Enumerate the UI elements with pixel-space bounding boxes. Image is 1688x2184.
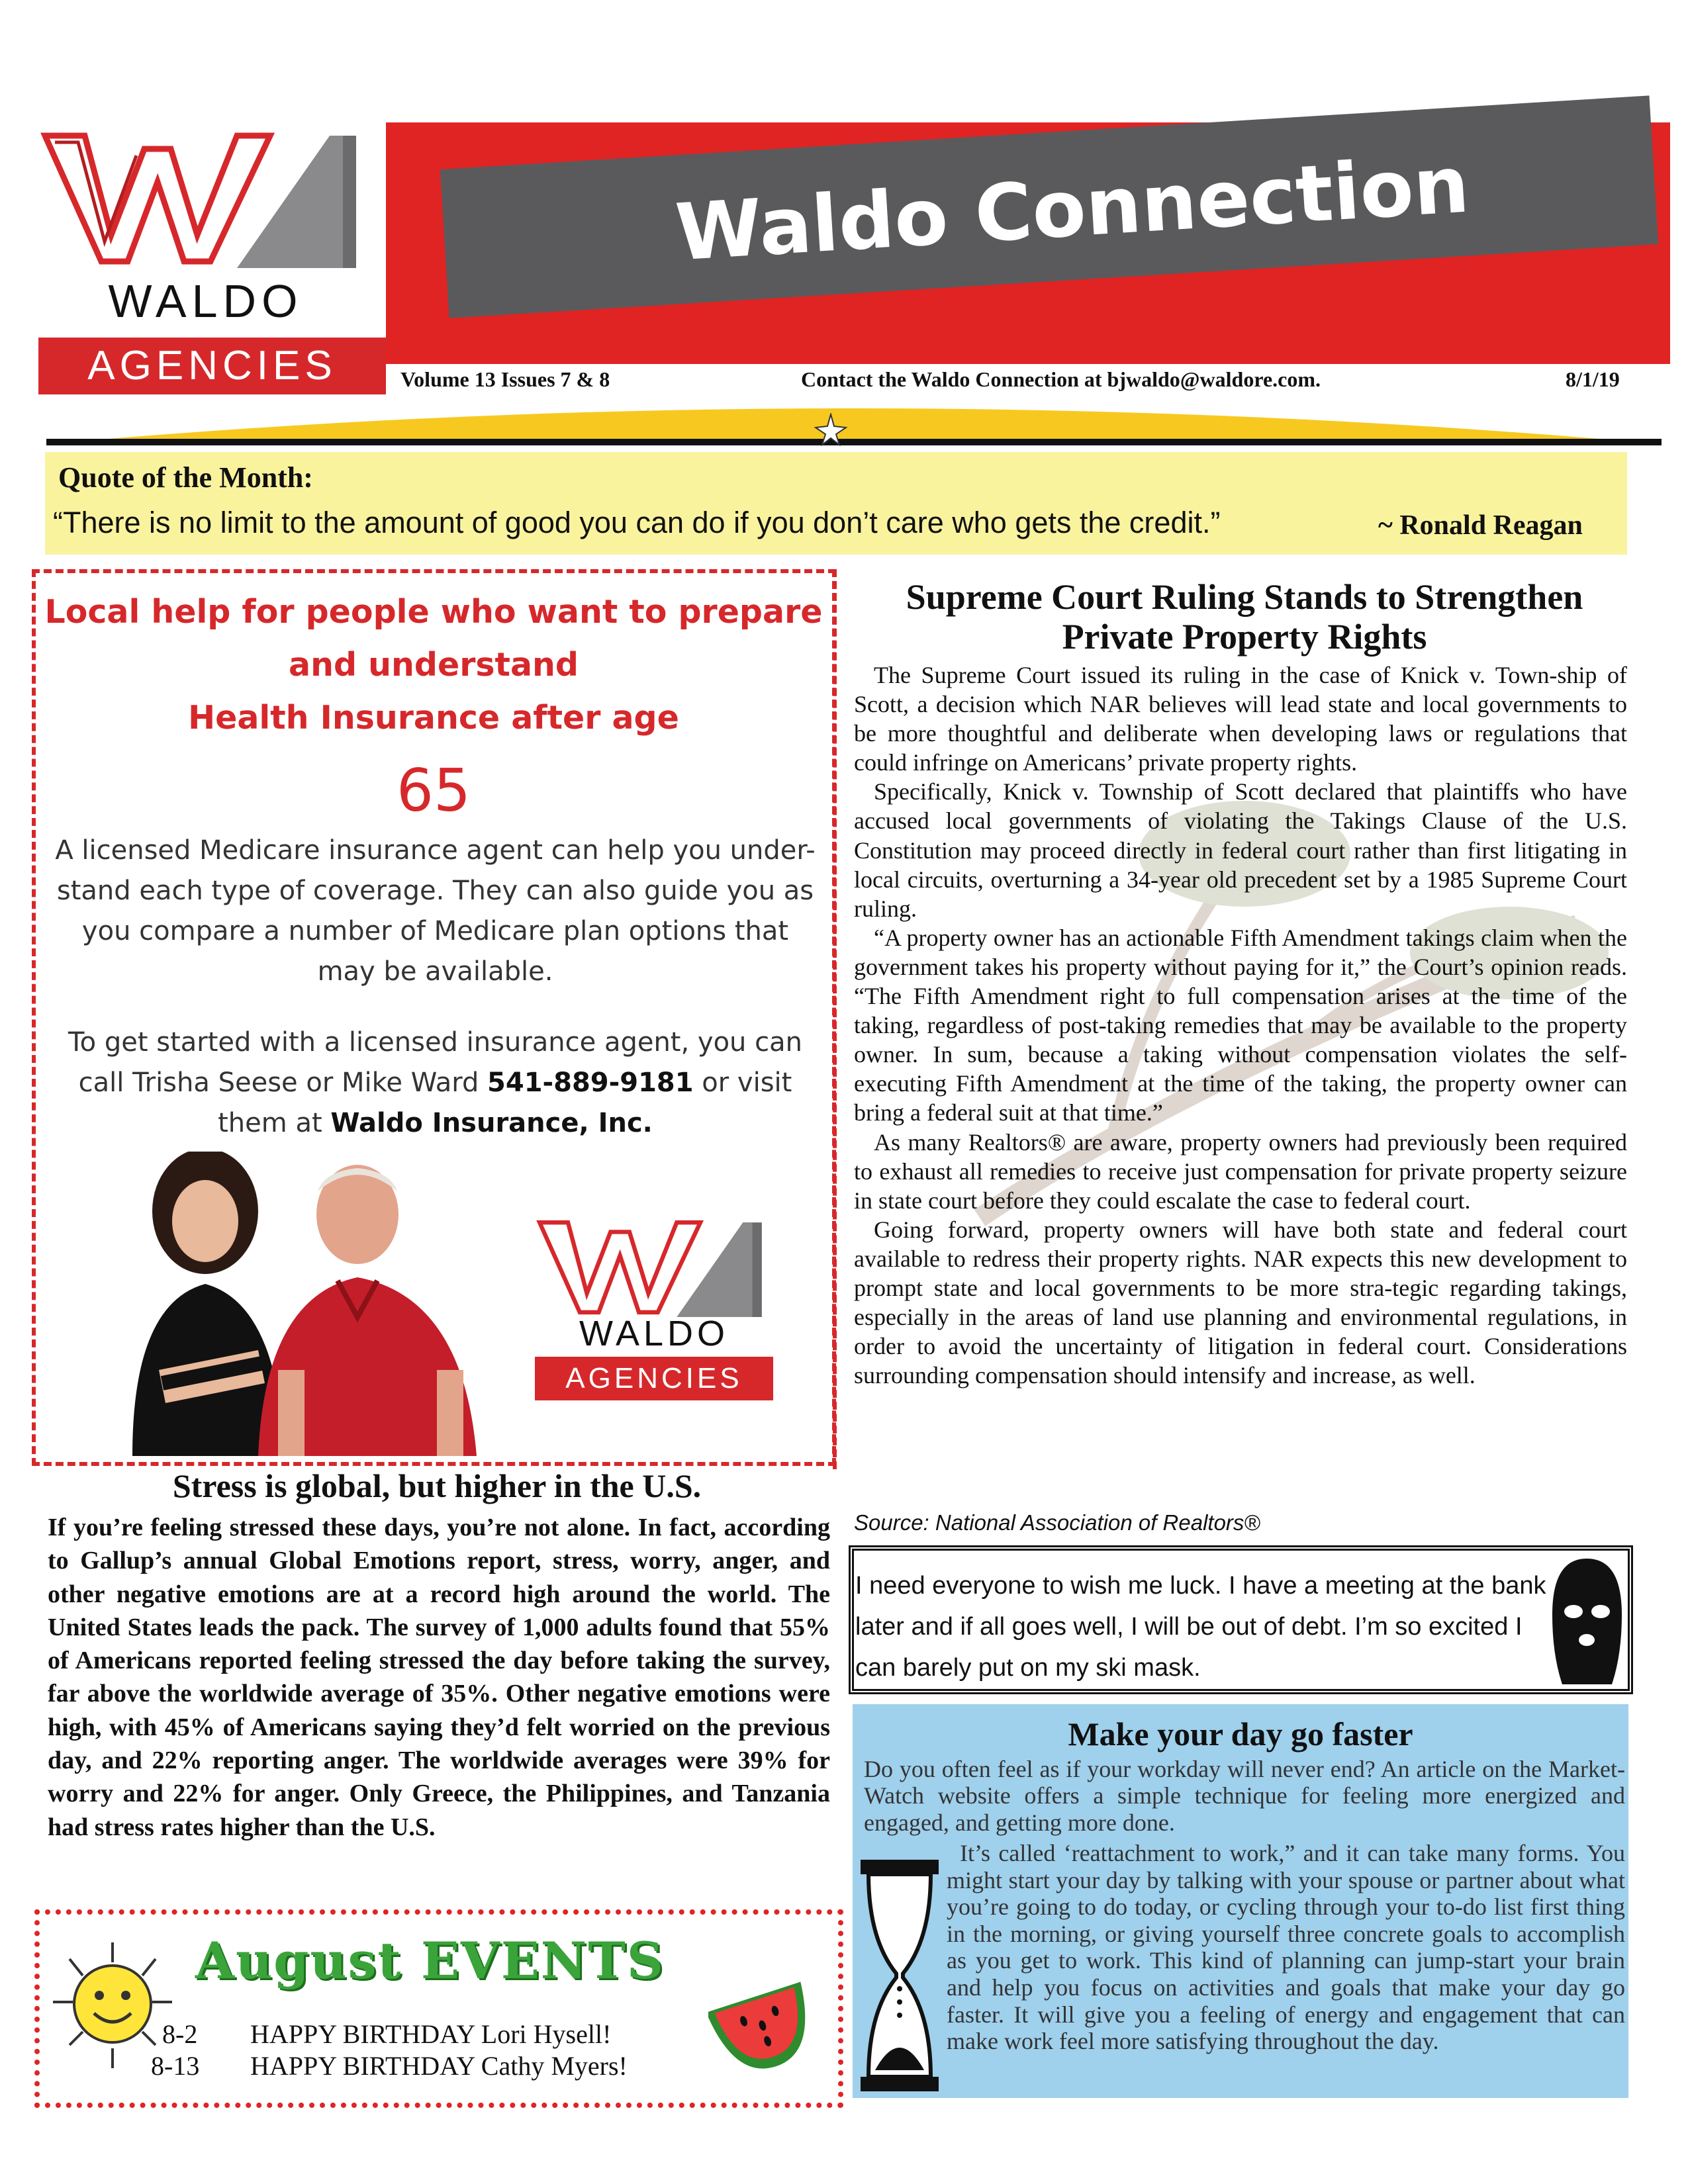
volume-info: Volume 13 Issues 7 & 8	[400, 367, 610, 391]
supreme-court-body	[854, 660, 1627, 1390]
sc-paragraph: “A property owner has an actionable Fifth Amendment takings claim when the government takes his property without paying for it,” the Court’s opinion reads. “The Fifth Amendment right to full compensation arises at the time of the taking, regardless of post-taking remedies that may be available to the property owner. In sum, because a taking without compensation violates the self-executing Fifth Amendment at the time of the taking, the property owner can bring a federal suit at that time.”	[854, 924, 1627, 1126]
sc-paragraph: As many Realtors® are aware, property owners had previously been required to exhaust all remedies to receive just compensation for private property seizure in state court before they could escalate the case to federal court.	[854, 1128, 1627, 1214]
contact-info: Contact the Waldo Connection at bjwaldo@waldore.com.	[801, 367, 1321, 391]
day-faster-title: Make your day go faster	[1068, 1715, 1413, 1752]
day-faster-intro: Do you often feel as if your workday will never end? An article on the Market-Watch website offers a simple technique for feeling more energized and engaged, and getting more done.	[864, 1756, 1625, 1836]
sc-paragraph: Going forward, property owners will have both state and federal court available to redress their property rights. NAR expects this new development to prompt state and local governments to be more stra-tegic regarding takings, especially in the areas of land use planning and environmental regulations, in order to avoid the uncertainty of litigation in federal court. Considerations surrounding compensation should intensify and increase, as well.	[854, 1216, 1627, 1389]
agents-photo	[106, 1152, 510, 1456]
star-icon	[814, 413, 847, 446]
medicare-company: Waldo Insurance, Inc.	[330, 1108, 653, 1138]
logo-small-waldo-text: WALDO	[579, 1314, 729, 1353]
column-divider	[833, 569, 838, 1469]
quote-author: ~ Ronald Reagan	[1378, 510, 1583, 541]
issue-date: 8/1/19	[1566, 367, 1620, 391]
masthead-title: Waldo Connection	[673, 138, 1472, 279]
watermelon-icon	[708, 1969, 821, 2071]
event-text-1: HAPPY BIRTHDAY Lori Hysell!	[250, 2019, 612, 2049]
day-faster-body: It’s called ‘reattachment to work,” and it can take many forms. You might start your day by talking with your spouse or partner about what you’re going to do today, or cycling through your to-do list first thing in the morning, or giving yourself three concrete goals to accomplish as you get to work. This kind of planning can jump-start your brain and help you focus on activities and goals that make your day go faster. It will give you a feeling of energy and engagement that can make work feel more satisfying throughout the day.	[947, 1840, 1625, 2055]
waldo-w-logo-icon	[38, 122, 363, 275]
supreme-court-title: Supreme Court Ruling Stands to Strengthen Private Property Rights	[906, 577, 1583, 657]
supreme-court-source: Source: National Association of Realtors®	[854, 1510, 1260, 1535]
logo-small-agencies-text: AGENCIES	[535, 1357, 773, 1400]
medicare-headline-line3: Health Insurance after age	[188, 699, 679, 737]
medicare-headline-line2: and understand	[289, 646, 579, 684]
divider-swoosh	[46, 399, 1662, 445]
quote-text: “There is no limit to the amount of good you can do if you don’t care who gets the credit.”	[53, 506, 1221, 539]
events-title: August EVENTS	[195, 1931, 665, 1990]
medicare-headline-line1: Local help for people who want to prepare	[44, 593, 823, 631]
medicare-age: 65	[397, 756, 471, 825]
joke-text: I need everyone to wish me luck. I have a meeting at the bank later and if all goes well, I will be out of debt. I’m so excited I can barely put on my ski mask.	[855, 1572, 1546, 1682]
medicare-contact-mid: or visit them at	[218, 1068, 792, 1138]
ski-mask-icon	[1549, 1555, 1625, 1688]
sc-paragraph: Specifically, Knick v. Township of Scott declared that plaintiffs who have accused local governments of violating the Takings Clause of the U.S. Constitution may proceed directly in federal court rather than first litigating in local circuits, overturning a 34-year old precedent set by a 1985 Supreme Court ruling.	[854, 778, 1627, 922]
logo-waldo-text: WALDO	[108, 275, 303, 327]
medicare-body: A licensed Medicare insurance agent can help you under-stand each type of coverage. They can also guide you as you compare a number of Medicare plan options that may be available.	[55, 835, 816, 987]
medicare-contact-intro: To get started with a licensed insurance agent, you can call Trisha Seese or Mike Ward	[68, 1027, 802, 1098]
hourglass-icon	[861, 1860, 939, 2091]
event-date-2: 8-13	[151, 2051, 200, 2081]
logo-agencies-text: AGENCIES	[38, 338, 386, 394]
stress-article-title: Stress is global, but higher in the U.S.	[172, 1467, 702, 1504]
medicare-phone: 541-889-9181	[487, 1068, 694, 1098]
event-text-2: HAPPY BIRTHDAY Cathy Myers!	[250, 2051, 628, 2081]
sc-paragraph: The Supreme Court issued its ruling in the case of Knick v. Town-ship of Scott, a decision which NAR believes will lead state and local governments to be more thoughtful and deliberate when developing laws or regulations that could infringe on Americans’ private property rights.	[854, 662, 1627, 776]
medicare-headline	[40, 586, 827, 745]
stress-article-body: If you’re feeling stressed these days, you’re not alone. In fact, according to Gallup’s annual Global Emotions report, stress, worry, anger, and other negative emotions are at a record high around the world. The United States leads the pack. The survey of 1,000 adults found that 55% of Americans reported feeling stressed the day before taking the survey, far above the worldwide average of 35%. Other negative emotions were high, with 45% of Americans saying they’d felt worried on the previous day, and 22% reporting anger. The worldwide averages were 39% for worry and 22% for anger. Only Greece, the Philippines, and Tanzania had stress rates higher than the U.S.	[48, 1514, 830, 1841]
medicare-contact	[50, 1023, 821, 1144]
quote-label: Quote of the Month:	[58, 461, 313, 494]
waldo-w-logo-small-icon	[535, 1211, 767, 1324]
event-date-1: 8-2	[162, 2019, 198, 2049]
